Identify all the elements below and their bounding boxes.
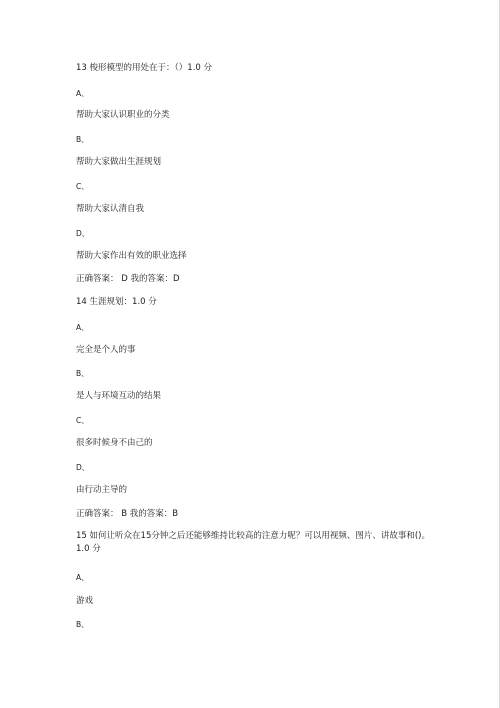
option-text-a: 帮助大家认识职业的分类 (76, 110, 170, 120)
question-15-score: 1.0 分 (76, 544, 101, 554)
question-number: 15 (76, 531, 87, 541)
question-text: 梭形模型的用处在于：（）1.0 分 (89, 63, 213, 73)
option-letter-b: B、 (76, 135, 89, 144)
option-letter-d: D、 (76, 463, 90, 472)
option-text-c: 帮助大家认清自我 (76, 204, 145, 214)
option-text-b: 是人与环境互动的结果 (76, 391, 162, 401)
question-13-stem (76, 63, 212, 74)
question-15-stem (76, 531, 430, 542)
option-letter-b: B、 (76, 620, 89, 629)
answer-line: 正确答案： B 我的答案：B (76, 509, 179, 519)
question-14-stem (76, 297, 157, 308)
option-letter-c: C、 (76, 182, 89, 191)
option-letter-a: A、 (76, 89, 89, 98)
option-text-c: 很多时候身不由己的 (76, 438, 153, 448)
option-text-b: 帮助大家做出生涯规划 (76, 157, 162, 167)
option-text-a: 游戏 (76, 596, 94, 606)
question-number: 14 (76, 297, 87, 307)
option-text-d: 由行动主导的 (76, 485, 128, 495)
option-letter-a: A、 (76, 573, 89, 582)
question-text: 生涯规划：1.0 分 (89, 297, 157, 307)
option-letter-b: B、 (76, 369, 89, 378)
option-letter-d: D、 (76, 229, 90, 238)
option-text-d: 帮助大家作出有效的职业选择 (76, 251, 187, 261)
option-text-a: 完全是个人的事 (76, 345, 136, 355)
option-letter-c: C、 (76, 416, 89, 425)
question-number: 13 (76, 63, 87, 73)
answer-line: 正确答案： D 我的答案：D (76, 274, 180, 284)
question-text: 如何让听众在15分钟之后还能够维持比较高的注意力呢？可以用视频、图片、讲故事和()。 (89, 531, 430, 541)
option-letter-a: A、 (76, 323, 89, 332)
